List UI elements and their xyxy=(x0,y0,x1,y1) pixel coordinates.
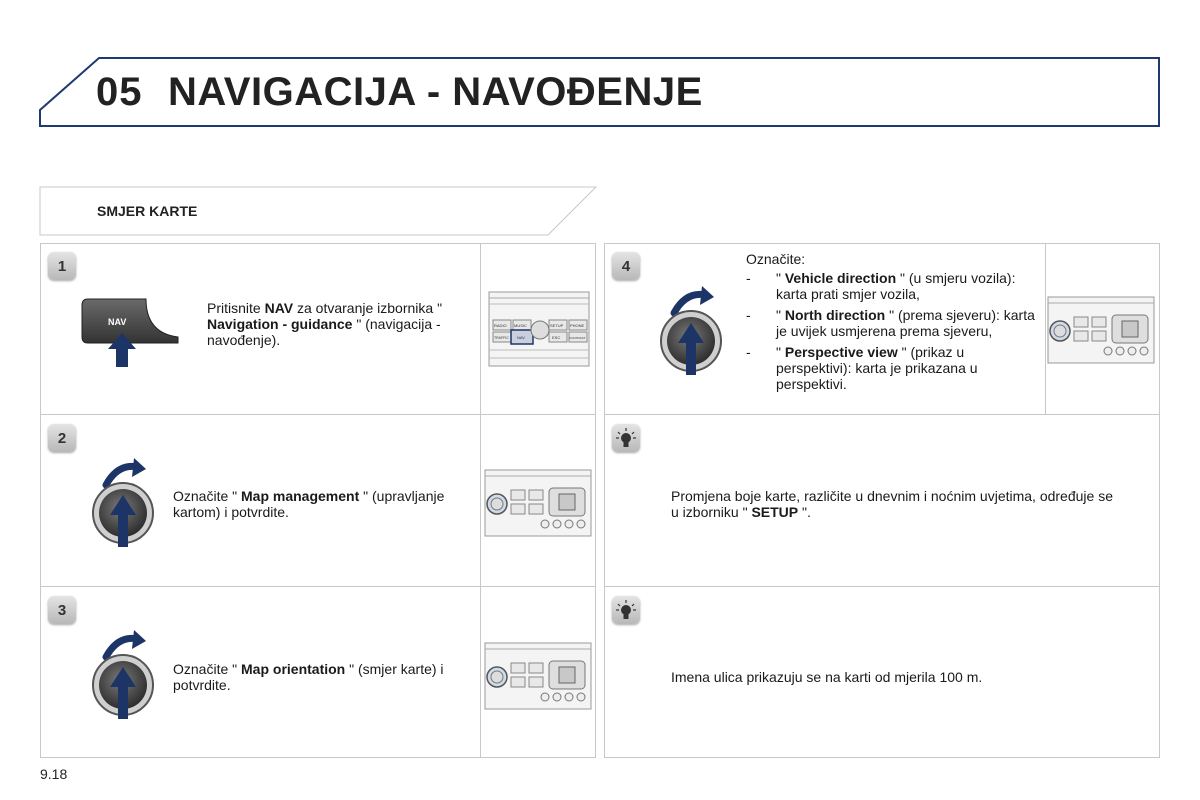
step-4-text xyxy=(746,251,1038,392)
option-vehicle-direction: - " Vehicle direction " (u smjeru vozila): karta prati smjer vozila, xyxy=(746,270,1016,302)
rotary-knob-icon xyxy=(88,455,158,550)
row-divider xyxy=(604,586,1160,587)
option-perspective-view: - " Perspective view " (prikaz u perspektivi): karta je prikazana u perspektivi. xyxy=(746,344,978,392)
svg-text:RADIO: RADIO xyxy=(494,323,507,328)
step-2-badge: 2 xyxy=(48,424,76,452)
row-divider xyxy=(40,586,596,587)
lightbulb-icon xyxy=(612,424,640,452)
svg-text:CONTRAST: CONTRAST xyxy=(569,336,586,340)
tip-1-text: Promjena boje karte, različite u dnevnim i noćnim uvjetima, određuje se u izborniku " SETUP ". xyxy=(671,488,1113,520)
row-divider xyxy=(40,414,596,415)
step-3-text: Označite " Map orientation " (smjer karte) i potvrdite. xyxy=(173,661,444,693)
step-2-text: Označite " Map management " (upravljanje kartom) i potvrdite. xyxy=(173,488,445,520)
row-divider xyxy=(604,414,1160,415)
step-1-text: Pritisnite NAV za otvaranje izbornika " Navigation - guidance " (navigacija - navođenje). xyxy=(207,300,443,348)
rotary-knob-icon xyxy=(88,627,158,722)
chapter-number: 05 xyxy=(96,70,143,114)
tip-1-badge xyxy=(612,424,640,452)
page-number: 9.18 xyxy=(40,766,68,782)
lightbulb-icon xyxy=(612,596,640,624)
svg-text:ESC: ESC xyxy=(552,335,561,340)
option-north-direction: - " North direction " (prema sjeveru): karta je uvijek usmjerena prema sjeveru, xyxy=(746,307,1035,339)
nav-button-label: NAV xyxy=(108,317,127,327)
rotary-knob-icon xyxy=(656,283,726,378)
step-4-intro: Označite: xyxy=(746,251,806,267)
chapter-title: NAVIGACIJA - NAVOĐENJE xyxy=(168,70,703,114)
tip-2-badge xyxy=(612,596,640,624)
svg-text:PHONE: PHONE xyxy=(570,323,585,328)
step-4-badge: 4 xyxy=(612,252,640,280)
step-3-badge: 3 xyxy=(48,596,76,624)
section-title: SMJER KARTE xyxy=(97,203,198,219)
nav-button-icon xyxy=(80,295,190,370)
svg-text:TRAFFIC: TRAFFIC xyxy=(494,336,509,340)
step-1-badge: 1 xyxy=(48,252,76,280)
svg-text:MUSIC: MUSIC xyxy=(514,323,527,328)
svg-text:NAV: NAV xyxy=(517,335,525,340)
radio-panel-nav-illustration xyxy=(487,290,591,368)
svg-text:SETUP: SETUP xyxy=(550,323,564,328)
radio-panel-knob-illustration xyxy=(483,641,593,711)
radio-panel-knob-illustration xyxy=(483,468,593,538)
radio-panel-knob-illustration xyxy=(1046,295,1156,365)
tip-2-text: Imena ulica prikazuju se na karti od mjerila 100 m. xyxy=(671,669,983,685)
column-divider xyxy=(480,243,481,758)
